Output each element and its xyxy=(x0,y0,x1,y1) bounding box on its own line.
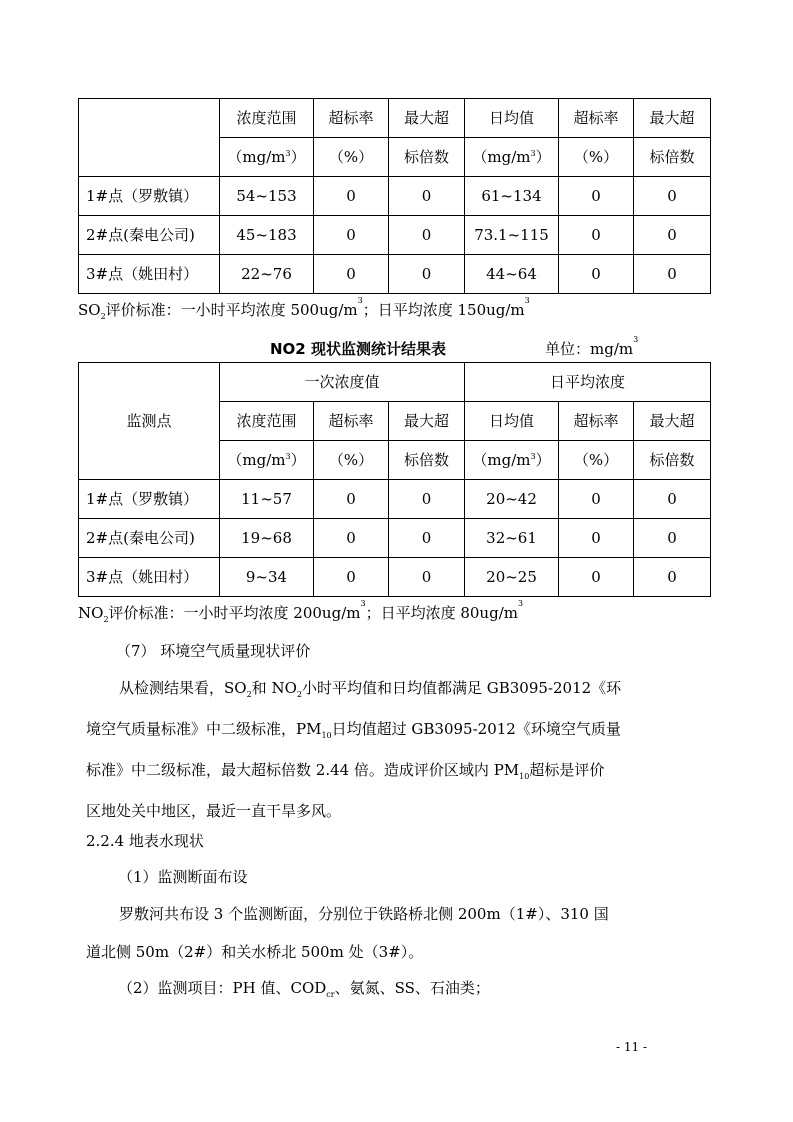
value-cell: 0 xyxy=(559,255,634,294)
value-cell: 0 xyxy=(389,177,465,216)
header-cell: $(mg/m^3)$ xyxy=(220,441,314,480)
value-cell: 0 xyxy=(314,480,389,519)
point-cell: 1#点（罗敷镇） xyxy=(79,480,220,519)
value-cell: 0 xyxy=(559,519,634,558)
header-cell: （%） xyxy=(559,138,634,177)
no2-table-title: NO2 现状监测统计结果表 xyxy=(270,340,446,358)
value-cell: 61~134 xyxy=(465,177,559,216)
point-cell: 3#点（姚田村） xyxy=(79,558,220,597)
no2-standard-note: $NO_2$评价标准：一小时平均浓度 $200ug/m^3$；日平均浓度 $80ug/m^3$ xyxy=(78,599,524,624)
header-cell: （%） xyxy=(559,441,634,480)
value-cell: 0 xyxy=(559,216,634,255)
header-cell: 最大超 xyxy=(634,99,711,138)
value-cell: 0 xyxy=(389,216,465,255)
page-number: - 11 - xyxy=(615,1040,647,1054)
table-row xyxy=(79,480,711,519)
value-cell: 0 xyxy=(634,216,711,255)
value-cell: 32~61 xyxy=(465,519,559,558)
value-cell: 0 xyxy=(314,255,389,294)
header-cell: 超标率 xyxy=(314,99,389,138)
monitoring-paragraph: 罗敷河共布设 3 个监测断面，分别位于铁路桥北侧 200m（1#）、310 国 道北侧 50m（2#）和关水桥北 500m 处（3#）。 xyxy=(86,905,609,961)
subsection-heading: （1）监测断面布设 xyxy=(118,868,248,886)
header-cell: $(mg/m^3)$ xyxy=(465,441,559,480)
group-header-cell: 一次浓度值 xyxy=(220,363,465,402)
header-cell: 标倍数 xyxy=(634,138,711,177)
section-heading: （7） 环境空气质量现状评价 xyxy=(116,642,311,660)
table-header-row xyxy=(79,363,711,402)
header-cell: 标倍数 xyxy=(389,138,465,177)
header-cell: 超标率 xyxy=(559,99,634,138)
value-cell: 0 xyxy=(389,255,465,294)
value-cell: 0 xyxy=(314,216,389,255)
group-header-cell: 日平均浓度 xyxy=(465,363,711,402)
value-cell: 11~57 xyxy=(220,480,314,519)
header-cell: 标倍数 xyxy=(634,441,711,480)
value-cell: 0 xyxy=(389,558,465,597)
value-cell: 0 xyxy=(634,519,711,558)
table-row xyxy=(79,255,711,294)
point-header-cell xyxy=(79,99,220,177)
no2-table-unit: 单位：$mg/m^3$ xyxy=(545,335,639,358)
value-cell: 0 xyxy=(389,480,465,519)
evaluation-paragraph: 从检测结果看，$SO_2$和 $NO_2$小时平均值和日均值都满足 GB3095-2012《环 境空气质量标准》中二级标准，$PM_{10}$日均值超过 GB3095-2012《环境空气质量 标准》中二级标准，最大超标倍数 2.44 倍。造成评价区域内 $PM_{10}$超标是评价 区地处关中地区，最近一直干旱多风。 xyxy=(86,679,622,820)
value-cell: 0 xyxy=(314,177,389,216)
point-cell: 3#点（姚田村） xyxy=(79,255,220,294)
value-cell: 73.1~115 xyxy=(465,216,559,255)
header-cell: $(mg/m^3)$ xyxy=(220,138,314,177)
table-row xyxy=(79,519,711,558)
table-header-row xyxy=(79,99,711,138)
value-cell: 22~76 xyxy=(220,255,314,294)
value-cell: 0 xyxy=(559,558,634,597)
header-cell: （%） xyxy=(314,441,389,480)
so2-result-table xyxy=(78,98,711,294)
value-cell: 0 xyxy=(314,519,389,558)
section-heading: 2.2.4 地表水现状 xyxy=(86,832,204,850)
value-cell: 44~64 xyxy=(465,255,559,294)
header-cell: 超标率 xyxy=(559,402,634,441)
header-cell: 超标率 xyxy=(314,402,389,441)
value-cell: 0 xyxy=(559,480,634,519)
no2-result-table xyxy=(78,362,711,597)
header-cell: 标倍数 xyxy=(389,441,465,480)
header-cell: （%） xyxy=(314,138,389,177)
header-cell: 最大超 xyxy=(389,99,465,138)
subsection-heading: （2）监测项目：PH 值、$COD_{cr}$、氨氮、SS、石油类； xyxy=(118,979,490,999)
value-cell: 19~68 xyxy=(220,519,314,558)
value-cell: 0 xyxy=(389,519,465,558)
header-cell: 最大超 xyxy=(389,402,465,441)
value-cell: 0 xyxy=(634,255,711,294)
so2-standard-note: $SO_2$评价标准：一小时平均浓度 $500ug/m^3$；日平均浓度 $150ug/m^3$ xyxy=(78,296,530,321)
value-cell: 54~153 xyxy=(220,177,314,216)
value-cell: 0 xyxy=(314,558,389,597)
table-row xyxy=(79,177,711,216)
value-cell: 20~42 xyxy=(465,480,559,519)
value-cell: 45~183 xyxy=(220,216,314,255)
header-cell: $(mg/m^3)$ xyxy=(465,138,559,177)
value-cell: 0 xyxy=(634,177,711,216)
value-cell: 0 xyxy=(634,558,711,597)
header-cell: 日均值 xyxy=(465,99,559,138)
point-header-cell: 监测点 xyxy=(79,363,220,480)
table-row xyxy=(79,558,711,597)
header-cell: 最大超 xyxy=(634,402,711,441)
header-cell: 日均值 xyxy=(465,402,559,441)
value-cell: 0 xyxy=(559,177,634,216)
table-row xyxy=(79,216,711,255)
header-cell: 浓度范围 xyxy=(220,402,314,441)
header-cell: 浓度范围 xyxy=(220,99,314,138)
value-cell: 9~34 xyxy=(220,558,314,597)
point-cell: 2#点(秦电公司) xyxy=(79,519,220,558)
value-cell: 0 xyxy=(634,480,711,519)
point-cell: 2#点(秦电公司) xyxy=(79,216,220,255)
point-cell: 1#点（罗敷镇） xyxy=(79,177,220,216)
value-cell: 20~25 xyxy=(465,558,559,597)
